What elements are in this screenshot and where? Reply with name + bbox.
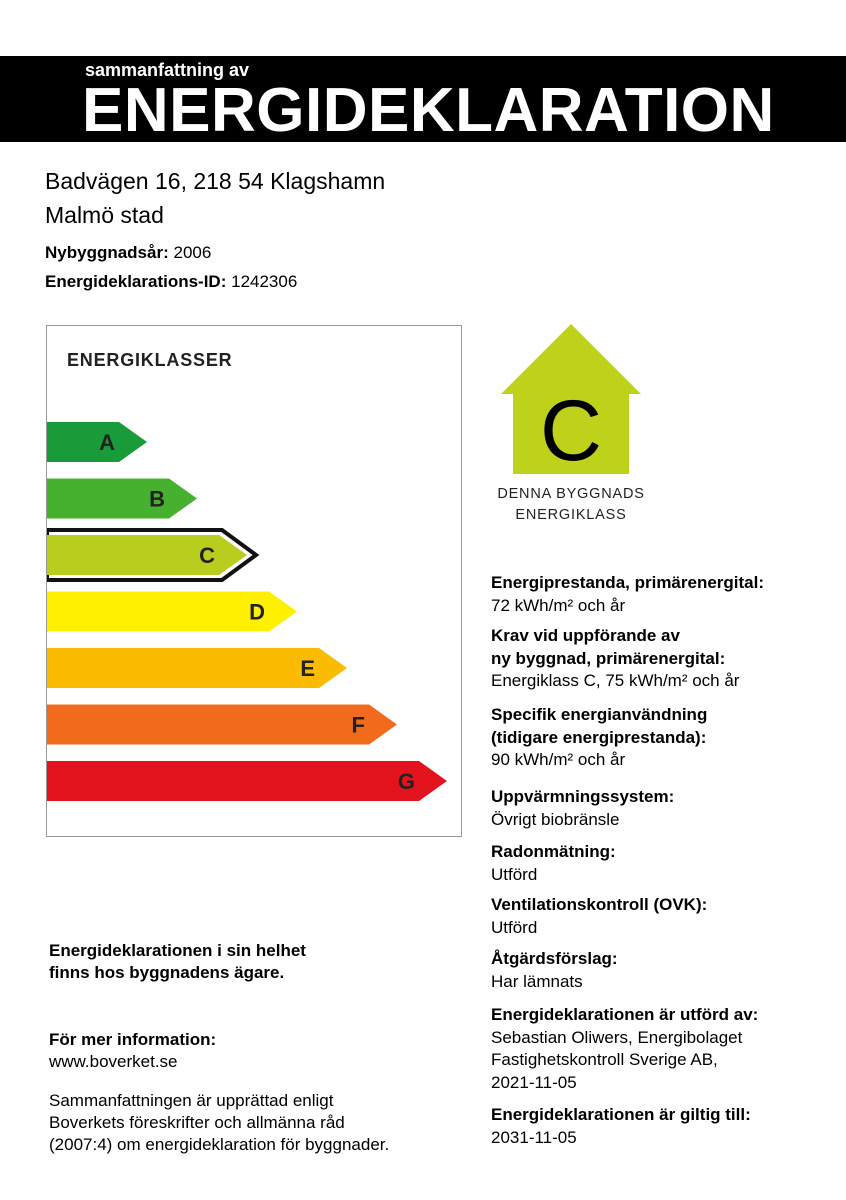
info-value: 2031-11-05 [491, 1127, 577, 1147]
energy-class-bar-b [47, 479, 197, 519]
more-info-label: För mer information: [49, 1030, 217, 1049]
info-value: Har lämnats [491, 971, 583, 991]
info-label: Ventilationskontroll (OVK): [491, 895, 708, 914]
energy-class-letter-c: C [199, 543, 215, 568]
info-value: Sebastian Oliwers, Energibolaget [491, 1027, 743, 1047]
energy-class-scale-graphic [47, 326, 463, 838]
header-subtitle: sammanfattning av [85, 60, 250, 80]
info-performed-by [491, 1004, 831, 1094]
construction-year-label: Nybyggnadsår: [45, 243, 169, 262]
info-proposals [491, 948, 831, 993]
building-class-letter: C [539, 383, 603, 479]
energy-class-letter-d: D [249, 599, 265, 625]
info-label: Energideklarationen är utförd av: [491, 1005, 759, 1024]
construction-year [45, 243, 211, 263]
construction-year-value: 2006 [173, 243, 212, 262]
energy-class-bar-f [47, 705, 397, 745]
info-label: Åtgärdsförslag: [491, 949, 618, 968]
info-label: Uppvärmningssystem: [491, 787, 675, 806]
info-primary-energy [491, 572, 831, 617]
energy-class-scale [46, 325, 462, 837]
building-class-caption-line1: DENNA BYGGNADS [497, 486, 645, 502]
building-class-caption-line2: ENERGIKLASS [515, 507, 627, 523]
info-value: Fastighetskontroll Sverige AB, [491, 1050, 718, 1069]
more-info [49, 1029, 469, 1073]
legal-note-line2: Boverkets föreskrifter och allmänna råd [49, 1113, 345, 1132]
info-valid-until [491, 1104, 831, 1149]
building-class-caption [480, 484, 662, 526]
info-specific-energy [491, 704, 831, 772]
more-info-link[interactable]: www.boverket.se [49, 1052, 178, 1071]
info-label: (tidigare energiprestanda): [491, 727, 707, 747]
address-line1: Badvägen 16, 218 54 Klagshamn [45, 168, 386, 194]
owner-note-line2: finns hos byggnadens ägare. [49, 963, 285, 982]
info-value: 90 kWh/m² och år [491, 750, 626, 769]
info-value: Övrigt biobränsle [491, 809, 620, 829]
info-value: Utförd [491, 864, 538, 884]
info-label: Energiprestanda, primärenergital: [491, 573, 765, 592]
energy-class-heading: ENERGIKLASSER [67, 350, 233, 370]
info-label: Energideklarationen är giltig till: [491, 1105, 751, 1124]
info-label: ny byggnad, primärenergital: [491, 648, 726, 668]
declaration-id [45, 272, 297, 292]
info-value: 72 kWh/m² och år [491, 595, 626, 615]
info-new-building-requirement [491, 625, 831, 693]
info-label: Specifik energianvändning [491, 705, 708, 724]
legal-note-line1: Sammanfattningen är upprättad enligt [49, 1091, 334, 1110]
energy-class-bar-g [47, 761, 447, 801]
legal-note [49, 1090, 469, 1156]
declaration-id-label: Energideklarations-ID: [45, 272, 227, 291]
energy-class-letter-g: G [397, 769, 415, 794]
energy-class-letter-a: A [99, 430, 115, 455]
energy-class-bar-c [47, 535, 247, 575]
declaration-id-value: 1242306 [231, 272, 298, 291]
info-label: Krav vid uppförande av [491, 626, 680, 645]
header-banner [0, 56, 846, 145]
header-title: ENERGIDEKLARATION [82, 76, 775, 145]
address-line2: Malmö stad [45, 202, 164, 228]
info-label: Radonmätning: [491, 842, 616, 861]
info-value: Energiklass C, 75 kWh/m² och år [491, 671, 740, 690]
info-radon [491, 841, 831, 886]
info-value: Utförd [491, 917, 538, 937]
legal-note-line3: (2007:4) om energideklaration för byggnader. [49, 1135, 390, 1154]
energy-class-bar-a [47, 422, 147, 462]
energy-class-letter-b: B [149, 486, 165, 512]
owner-note-line1: Energideklarationen i sin helhet [49, 941, 306, 960]
info-value: 2021-11-05 [491, 1072, 577, 1092]
info-ventilation [491, 894, 831, 939]
info-heating-system [491, 786, 831, 831]
owner-note [49, 940, 469, 984]
energy-class-letter-f: F [351, 712, 365, 738]
energy-class-letter-e: E [300, 656, 315, 681]
